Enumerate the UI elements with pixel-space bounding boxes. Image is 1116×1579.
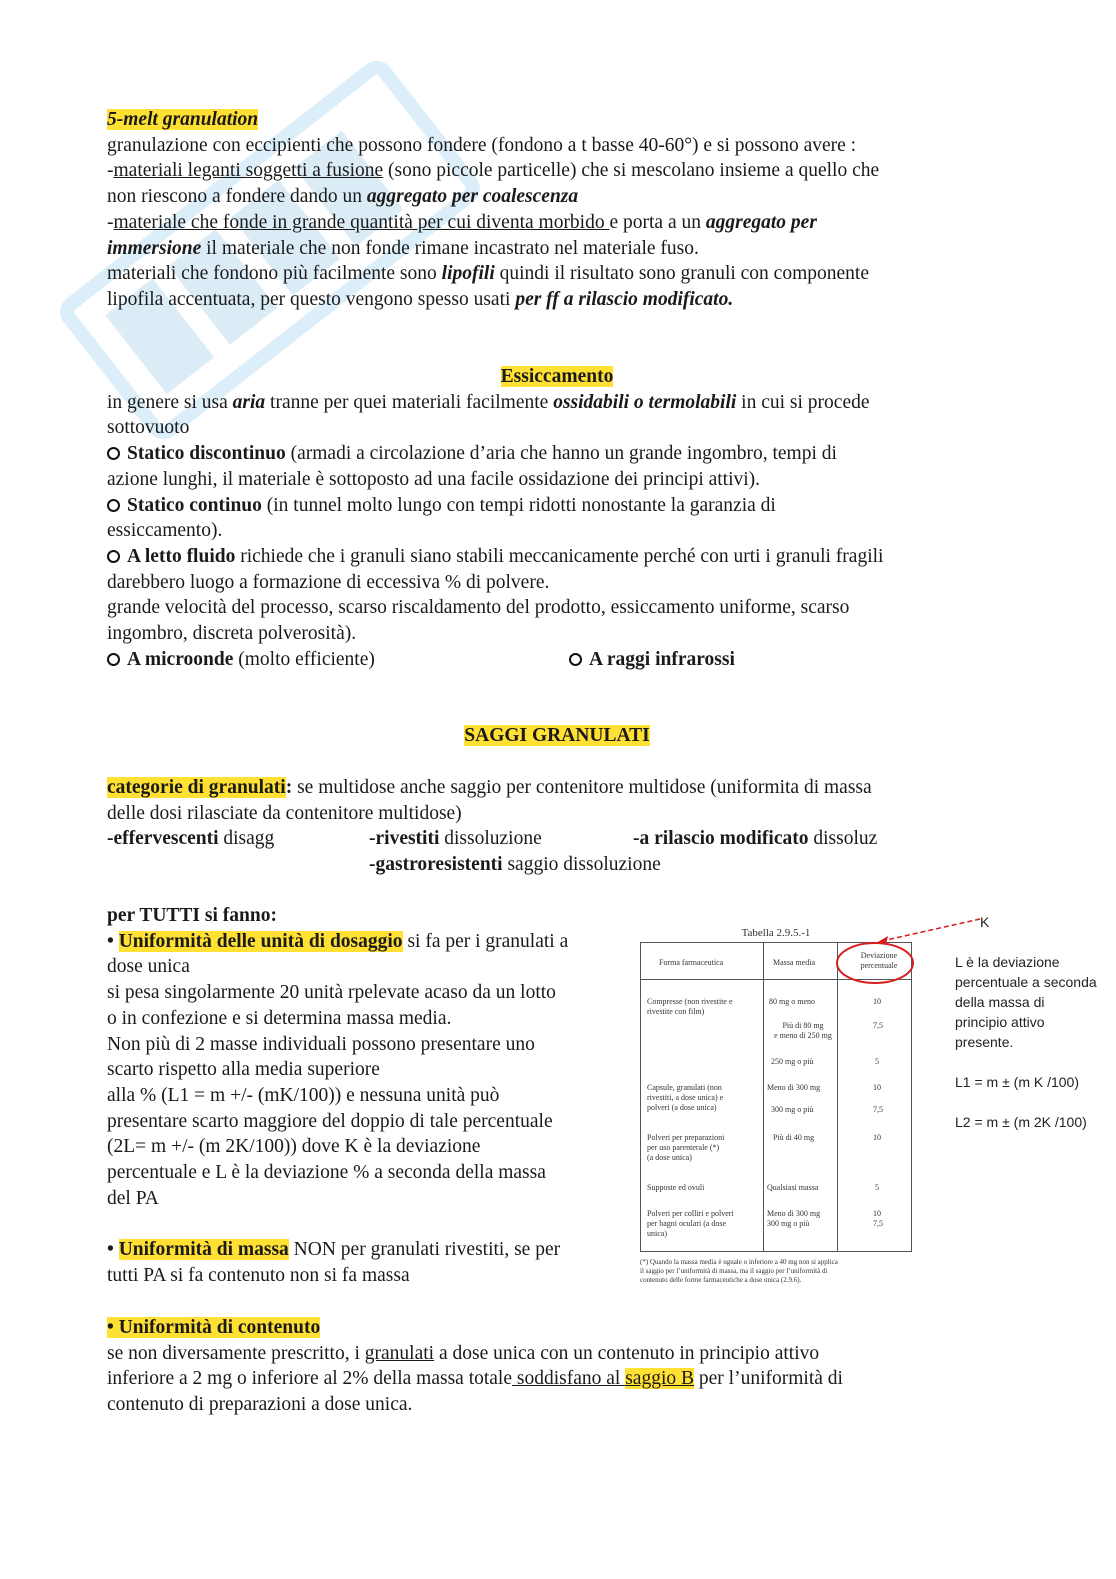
table-cell: 10 bbox=[873, 1133, 881, 1142]
text-span: tranne per quei materiali facilmente bbox=[265, 391, 554, 413]
table-grid bbox=[640, 942, 912, 1252]
text-span: : bbox=[285, 777, 293, 798]
table-cell: Meno di 300 mg bbox=[767, 1083, 821, 1092]
essiccamento-section bbox=[107, 364, 1007, 672]
text-span: NON per granulati rivestiti, se per bbox=[288, 1239, 561, 1260]
table-cell: Più di 80 mg e meno di 250 mg bbox=[774, 1021, 832, 1040]
text-span: se multidose anche saggio per contenitore multidose (uniformita di massa bbox=[292, 777, 872, 798]
text-line: Non più di 2 masse individuali possono presentare uno bbox=[107, 1033, 535, 1055]
emphasis-text: lipofili bbox=[441, 263, 495, 285]
underlined-text: soddisfano al bbox=[512, 1368, 626, 1390]
table-cell: Polveri per colliri e polveri per bagni oculari (a dose unica) bbox=[647, 1209, 734, 1238]
underlined-text: granulati bbox=[364, 1342, 435, 1364]
table-title: Tabella 2.9.5.-1 bbox=[741, 927, 811, 939]
text-span: si fa per i granulati a bbox=[402, 930, 569, 952]
text-span: non riescono a fondere dando un bbox=[107, 186, 367, 208]
text-span: disagg bbox=[218, 828, 275, 850]
table-header: Massa media bbox=[773, 958, 815, 967]
emphasis-text: aggregato per bbox=[705, 211, 817, 233]
table-cell: 250 mg o più bbox=[771, 1057, 814, 1066]
table-cell: 300 mg o più bbox=[771, 1105, 814, 1114]
underlined-text: materiali leganti soggetti a fusione bbox=[113, 160, 384, 182]
table-cell: 10 bbox=[873, 1083, 881, 1092]
text-line: del PA bbox=[107, 1187, 159, 1209]
k-label: K bbox=[980, 914, 990, 930]
formula-l1: L1 = m ± (m K /100) bbox=[955, 1074, 1080, 1090]
table-cell: 5 bbox=[875, 1057, 879, 1066]
bullet-dot: • bbox=[107, 1239, 119, 1260]
emphasis-text: aria bbox=[232, 391, 266, 413]
table-header: Forma farmaceutica bbox=[659, 958, 724, 967]
uniformita-dosaggio-block bbox=[107, 903, 642, 1211]
text-span: a dose unica con un contenuto in principio attivo bbox=[434, 1342, 820, 1364]
text-span: saggio dissoluzione bbox=[502, 854, 661, 876]
circle-bullet-icon bbox=[569, 653, 582, 666]
deviation-table bbox=[640, 928, 912, 1285]
text-line: essiccamento). bbox=[107, 520, 223, 542]
text-line: grande velocità del processo, scarso riscaldamento del prodotto, essiccamento uniforme, scarso bbox=[107, 597, 850, 619]
text-span: per l’uniformità di bbox=[694, 1368, 843, 1390]
text-line: (2L= m +/- (m 2K/100)) dove K è la deviazione bbox=[107, 1136, 481, 1158]
text-span: richiede che i granuli siano stabili meccanicamente perché con urti i granuli fragili bbox=[235, 545, 884, 567]
formula-l2: L2 = m ± (m 2K /100) bbox=[955, 1114, 1087, 1130]
text-span: (in tunnel molto lungo con tempi ridotti nonostante la garanzia di bbox=[261, 494, 776, 516]
text-line: tutti PA si fa contenuto non si fa massa bbox=[107, 1264, 410, 1286]
text-line: ingombro, discreta polverosità). bbox=[107, 623, 357, 645]
text-span: materiali che fondono più facilmente sono bbox=[107, 263, 442, 285]
text-span: lipofila accentuata, per questo vengono spesso usati bbox=[107, 288, 516, 310]
circle-bullet-icon bbox=[107, 447, 120, 460]
table-cell: 7,5 bbox=[873, 1021, 883, 1030]
circle-bullet-icon bbox=[107, 550, 120, 563]
bullet-title: A microonde bbox=[127, 648, 234, 670]
subheading: per TUTTI si fanno: bbox=[107, 905, 277, 926]
category-label: -a rilascio modificato bbox=[633, 828, 809, 850]
text-span: dissoluz bbox=[808, 828, 878, 850]
text-line: percentuale e L è la deviazione % a seconda della massa bbox=[107, 1162, 546, 1184]
text-span: - bbox=[107, 211, 114, 233]
table-cell: Più di 40 mg bbox=[773, 1133, 815, 1142]
text-span: (molto efficiente) bbox=[233, 648, 375, 670]
bullet-title: A raggi infrarossi bbox=[589, 648, 735, 670]
text-span: se non diversamente prescritto, i bbox=[107, 1342, 365, 1364]
table-cell: Meno di 300 mg 300 mg o più bbox=[767, 1209, 821, 1228]
table-cell: 80 mg o meno bbox=[769, 997, 815, 1006]
table-cell: 7,5 bbox=[873, 1105, 883, 1114]
text-line: o in confezione e si determina massa media. bbox=[107, 1007, 452, 1029]
highlight-label: Uniformità di massa bbox=[118, 1239, 289, 1260]
table-cell: Supposte ed ovuli bbox=[647, 1183, 705, 1192]
text-span: - bbox=[107, 160, 114, 182]
circle-bullet-icon bbox=[107, 653, 120, 666]
text-span: in cui si procede bbox=[736, 391, 870, 413]
highlight-label: categorie di granulati bbox=[107, 777, 286, 798]
uniformita-massa-block bbox=[107, 1237, 642, 1288]
section-title-essiccamento: Essiccamento bbox=[500, 366, 614, 387]
table-cell: Compresse (non rivestite e rivestite con film) bbox=[647, 997, 733, 1016]
text-line: delle dosi rilasciate da contenitore multidose) bbox=[107, 802, 462, 824]
text-span: quindi il risultato sono granuli con componente bbox=[494, 263, 869, 285]
text-span: e porta a un bbox=[609, 211, 706, 233]
text-line: alla % (L1 = m +/- (mK/100)) e nessuna unità può bbox=[107, 1084, 500, 1106]
emphasis-text: ossidabili o termolabili bbox=[553, 391, 737, 413]
text-line: granulazione con eccipienti che possono fondere (fondono a t basse 40-60°) e si possono avere : bbox=[107, 134, 857, 156]
melt-granulation-section bbox=[107, 107, 1007, 313]
table-cell: Polveri per preparazioni per uso parenterale (*) (a dose unica) bbox=[647, 1133, 725, 1162]
category-label: -gastroresistenti bbox=[369, 854, 503, 876]
category-label: -effervescenti bbox=[107, 828, 219, 850]
section-title-saggi-granulati: SAGGI GRANULATI bbox=[464, 725, 650, 746]
emphasis-text: immersione bbox=[107, 237, 202, 259]
text-line: dose unica bbox=[107, 956, 190, 978]
table-cell: 5 bbox=[875, 1183, 879, 1192]
bullet-dot: • bbox=[107, 930, 119, 952]
annotation-note: L è la deviazione percentuale a seconda della massa di principio attivo presente. L1 = m ± (m K /100) L2 = m ± (m 2K /100) bbox=[955, 952, 1110, 1132]
text-line: darebbero luogo a formazione di eccessiva % di polvere. bbox=[107, 571, 550, 593]
underlined-text: materiale che fonde in grande quantità per cui diventa morbido bbox=[113, 211, 610, 233]
text-line: sottovuoto bbox=[107, 417, 190, 439]
text-line: scarto rispetto alla media superiore bbox=[107, 1059, 380, 1081]
text-line: si pesa singolarmente 20 unità rpelevate acaso da un lotto bbox=[107, 982, 556, 1004]
emphasis-text: per ff a rilascio modificato. bbox=[515, 288, 734, 310]
table-cell: Qualsiasi massa bbox=[767, 1183, 819, 1192]
table-footnote: (*) Quando la massa media è uguale o inferiore a 40 mg non si applica il saggio per l’uniformità di massa, ma il saggio per l’uniformità di contenuto delle forme farmaceutiche a dose unica (2.9.6). bbox=[640, 1258, 838, 1284]
bullet-title: Statico discontinuo bbox=[127, 443, 286, 465]
categorie-block bbox=[107, 775, 1007, 878]
table-cell: 10 7,5 bbox=[873, 1209, 883, 1228]
bullet-title: Statico continuo bbox=[127, 494, 262, 516]
text-span: (armadi a circolazione d’aria che hanno un grande ingombro, tempi di bbox=[285, 443, 837, 465]
text-line: contenuto di preparazioni a dose unica. bbox=[107, 1394, 413, 1416]
text-span: dissoluzione bbox=[439, 828, 542, 850]
table-header: Deviazione percentuale bbox=[860, 951, 898, 970]
category-label: -rivestiti bbox=[369, 828, 440, 850]
text-span: in genere si usa bbox=[107, 391, 233, 413]
section-title-melt-granulation: 5-melt granulation bbox=[107, 109, 259, 130]
bullet-title: A letto fluido bbox=[127, 545, 236, 567]
text-line: presentare scarto maggiore del doppio di tale percentuale bbox=[107, 1110, 553, 1132]
text-span: (sono piccole particelle) che si mescolano insieme a quello che bbox=[383, 160, 880, 182]
table-cell: 10 bbox=[873, 997, 881, 1006]
saggi-granulati-title-block bbox=[107, 723, 1007, 749]
text-span: inferiore a 2 mg o inferiore al 2% della massa totale bbox=[107, 1368, 513, 1390]
highlight-label: Uniformità delle unità di dosaggio bbox=[118, 930, 403, 952]
emphasis-text: aggregato per coalescenza bbox=[366, 186, 579, 208]
bullet-dot: • bbox=[107, 1317, 119, 1338]
uniformita-contenuto-block bbox=[107, 1315, 1007, 1418]
highlight-label: Uniformità di contenuto bbox=[118, 1317, 321, 1338]
text-span: il materiale che non fonde rimane incastrato nel materiale fuso. bbox=[201, 237, 699, 259]
text-span: azione lunghi, il materiale è sottoposto ad una facile ossidazione dei principi attivi). bbox=[107, 468, 761, 490]
table-cell: Capsule, granulati (non rivestiti, a dose unica) e polveri (a dose unica) bbox=[647, 1083, 724, 1112]
circle-bullet-icon bbox=[107, 499, 120, 512]
highlight-label: saggio B bbox=[625, 1368, 695, 1390]
